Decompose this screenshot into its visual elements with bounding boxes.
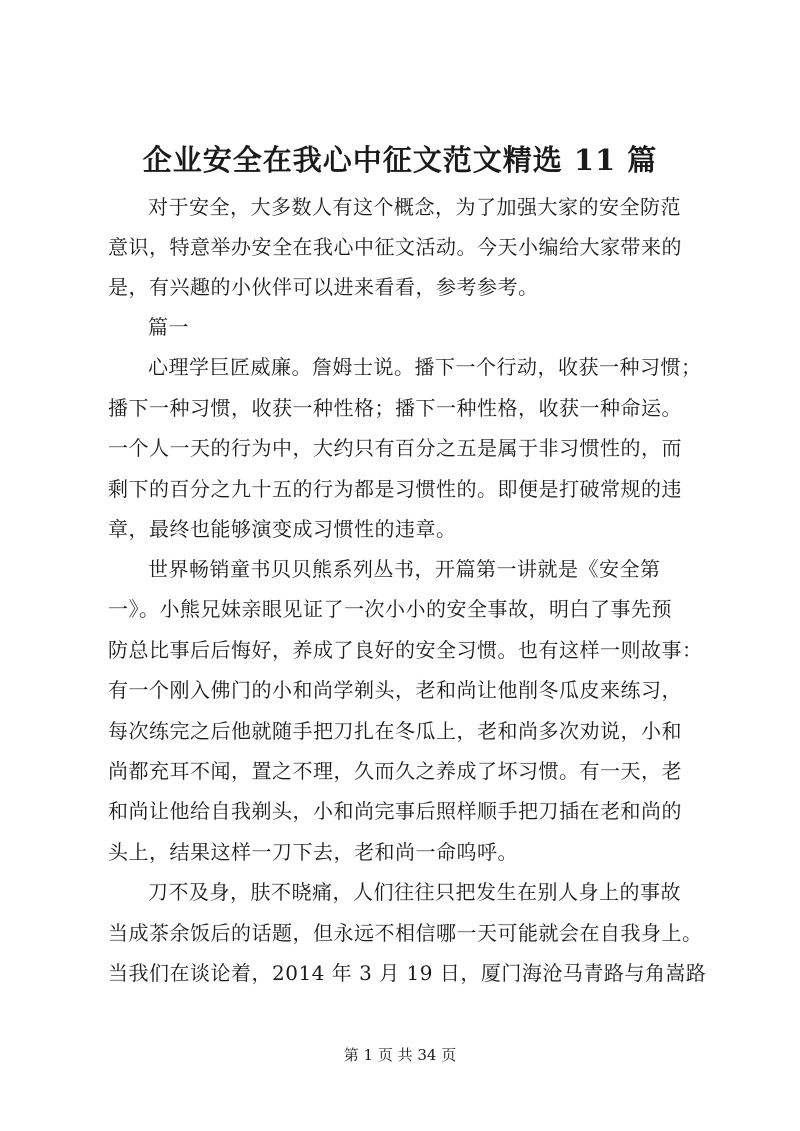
text-line: 有一个刚入佛门的小和尚学剃头，老和尚让他削冬瓜皮来练习， (108, 678, 682, 702)
text-line: 当我们在谈论着，2014 年 3 月 19 日，厦门海沧马青路与角嵩路 (108, 961, 707, 985)
text-line: 对于安全，大多数人有这个概念，为了加强大家的安全防范 (148, 195, 681, 219)
text-line: 尚都充耳不闻，置之不理，久而久之养成了坏习惯。有一天，老 (108, 759, 682, 783)
text-line: 头上，结果这样一刀下去，老和尚一命呜呼。 (108, 840, 518, 864)
text-line: 一》。小熊兄妹亲眼见证了一次小小的安全事故，明白了事先预 (108, 597, 672, 621)
text-line: 播下一种习惯，收获一种性格；播下一种性格，收获一种命运。 (108, 396, 682, 420)
text-line: 心理学巨匠威廉。詹姆士说。播下一个行动，收获一种习惯； (148, 355, 702, 379)
text-line: 剩下的百分之九十五的行为都是习惯性的。即便是打破常规的违 (108, 477, 682, 501)
page-footer: 第 1 页 共 34 页 (343, 1046, 457, 1064)
text-line: 防总比事后后悔好，养成了良好的安全习惯。也有这样一则故事： (108, 638, 703, 662)
document-title: 企业安全在我心中征文范文精选 11 篇 (142, 143, 658, 177)
section-heading: 篇一 (148, 315, 189, 339)
text-line: 意识，特意举办安全在我心中征文活动。今天小编给大家带来的 (108, 235, 682, 259)
text-line: 世界畅销童书贝贝熊系列丛书，开篇第一讲就是《安全第 (148, 557, 661, 581)
text-line: 章，最终也能够演变成习惯性的违章。 (108, 517, 457, 541)
text-line: 是，有兴趣的小伙伴可以进来看看，参考参考。 (108, 275, 539, 299)
text-line: 刀不及身，肤不晓痛，人们往往只把发生在别人身上的事故 (148, 880, 681, 904)
text-line: 一个人一天的行为中，大约只有百分之五是属于非习惯性的，而 (108, 436, 682, 460)
text-line: 当成茶余饭后的话题，但永远不相信哪一天可能就会在自我身上。 (108, 921, 703, 945)
text-line: 每次练完之后他就随手把刀扎在冬瓜上，老和尚多次劝说，小和 (108, 719, 682, 743)
text-line: 和尚让他给自我剃头，小和尚完事后照样顺手把刀插在老和尚的 (108, 799, 682, 823)
